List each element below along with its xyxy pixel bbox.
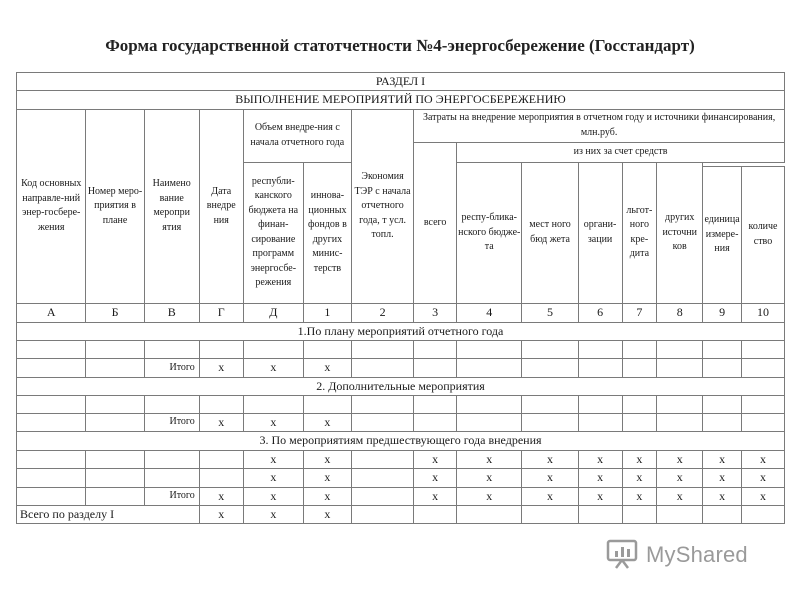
watermark-text: MyShared <box>646 542 748 567</box>
x-mark: x <box>703 469 742 487</box>
x-mark: x <box>303 359 351 377</box>
x-mark: x <box>741 469 784 487</box>
x-mark: x <box>457 450 522 468</box>
header-total: всего <box>414 142 457 303</box>
x-mark: x <box>657 450 703 468</box>
section-title: РАЗДЕЛ I <box>17 73 785 91</box>
header-name: Наимено вание меропри ятия <box>144 109 199 303</box>
header-credit: льгот-ного кре-дита <box>622 162 657 303</box>
x-mark: x <box>199 413 243 431</box>
section-2-heading: 2. Дополнительные мероприятия <box>17 377 785 395</box>
header-code: Код основных направле-ний энер-госбере-жения <box>17 109 86 303</box>
x-mark: x <box>622 487 657 505</box>
statistics-form-table <box>16 72 785 524</box>
x-mark: x <box>657 487 703 505</box>
header-number: Номер меро-приятия в плане <box>86 109 144 303</box>
x-mark: x <box>199 487 243 505</box>
x-mark: x <box>243 487 303 505</box>
header-costs: Затраты на внедрение мероприятия в отчетном году и источники финансирования, млн.руб. <box>414 109 785 142</box>
column-label: 2 <box>351 303 413 322</box>
table-row <box>17 341 785 359</box>
column-label: 6 <box>578 303 622 322</box>
header-other: других источни ков <box>657 162 703 303</box>
page-title: Форма государственной статотчетности №4-энергосбережение (Госстандарт) <box>105 36 695 55</box>
x-mark: x <box>578 469 622 487</box>
section-1-heading: 1.По плану мероприятий отчетного года <box>17 322 785 340</box>
x-mark: x <box>457 487 522 505</box>
column-label: 1 <box>303 303 351 322</box>
column-label: Б <box>86 303 144 322</box>
column-label: Д <box>243 303 303 322</box>
x-mark: x <box>522 450 578 468</box>
column-label: В <box>144 303 199 322</box>
header-volume: Объем внедре-ния с начала отчетного года <box>243 109 351 162</box>
x-mark: x <box>199 359 243 377</box>
x-mark: x <box>622 469 657 487</box>
column-label: 8 <box>657 303 703 322</box>
total-label: Итого <box>144 413 199 431</box>
x-mark: x <box>741 487 784 505</box>
x-mark: x <box>622 450 657 468</box>
watermark <box>606 538 766 574</box>
header-republic-program: республи-канского бюджета на финан-сирование программ энергосбе-режения <box>243 162 303 303</box>
x-mark: x <box>414 487 457 505</box>
x-mark: x <box>703 450 742 468</box>
table-row <box>17 450 785 468</box>
table-row <box>17 359 785 377</box>
x-mark: x <box>657 469 703 487</box>
grand-total-label: Всего по разделу I <box>17 505 200 523</box>
x-mark: x <box>741 450 784 468</box>
header-republic-budget: респу-блика-нского бюдже-та <box>457 162 522 303</box>
x-mark: x <box>522 487 578 505</box>
x-mark: x <box>578 450 622 468</box>
table-row <box>17 505 785 523</box>
x-mark: x <box>303 413 351 431</box>
x-mark: x <box>414 469 457 487</box>
x-mark: x <box>243 450 303 468</box>
x-mark: x <box>303 469 351 487</box>
section-3-heading: 3. По мероприятиям предшествующего года внедрения <box>17 432 785 450</box>
header-local: мест ного бюд жета <box>522 162 578 303</box>
column-label: 7 <box>622 303 657 322</box>
total-label: Итого <box>144 487 199 505</box>
header-date: Дата внедре ния <box>199 109 243 303</box>
x-mark: x <box>703 487 742 505</box>
column-label: 10 <box>741 303 784 322</box>
column-label: Г <box>199 303 243 322</box>
section-subtitle: ВЫПОЛНЕНИЕ МЕРОПРИЯТИЙ ПО ЭНЕРГОСБЕРЕЖЕНИЮ <box>17 91 785 109</box>
header-unit: единица измере-ния <box>703 166 742 303</box>
table-row <box>17 469 785 487</box>
x-mark: x <box>303 505 351 523</box>
x-mark: x <box>578 487 622 505</box>
x-mark: x <box>199 505 243 523</box>
header-qty: количе ство <box>741 166 784 303</box>
header-of-which: из них за счет средств <box>457 142 785 162</box>
x-mark: x <box>243 359 303 377</box>
presentation-board-icon <box>606 538 638 570</box>
x-mark: x <box>243 505 303 523</box>
table-row <box>17 487 785 505</box>
column-label: 9 <box>703 303 742 322</box>
header-innovation: иннова-ционных фондов в других минис-терств <box>303 162 351 303</box>
header-org: органи-зации <box>578 162 622 303</box>
x-mark: x <box>303 487 351 505</box>
column-label: 3 <box>414 303 457 322</box>
x-mark: x <box>243 469 303 487</box>
column-label: 5 <box>522 303 578 322</box>
table-row <box>17 395 785 413</box>
x-mark: x <box>303 450 351 468</box>
x-mark: x <box>522 469 578 487</box>
table-row <box>17 413 785 431</box>
x-mark: x <box>457 469 522 487</box>
column-label: 4 <box>457 303 522 322</box>
header-economy: Экономия ТЭР с начала отчетного года, т усл. топл. <box>351 109 413 303</box>
x-mark: x <box>243 413 303 431</box>
x-mark: x <box>414 450 457 468</box>
total-label: Итого <box>144 359 199 377</box>
column-label: А <box>17 303 86 322</box>
